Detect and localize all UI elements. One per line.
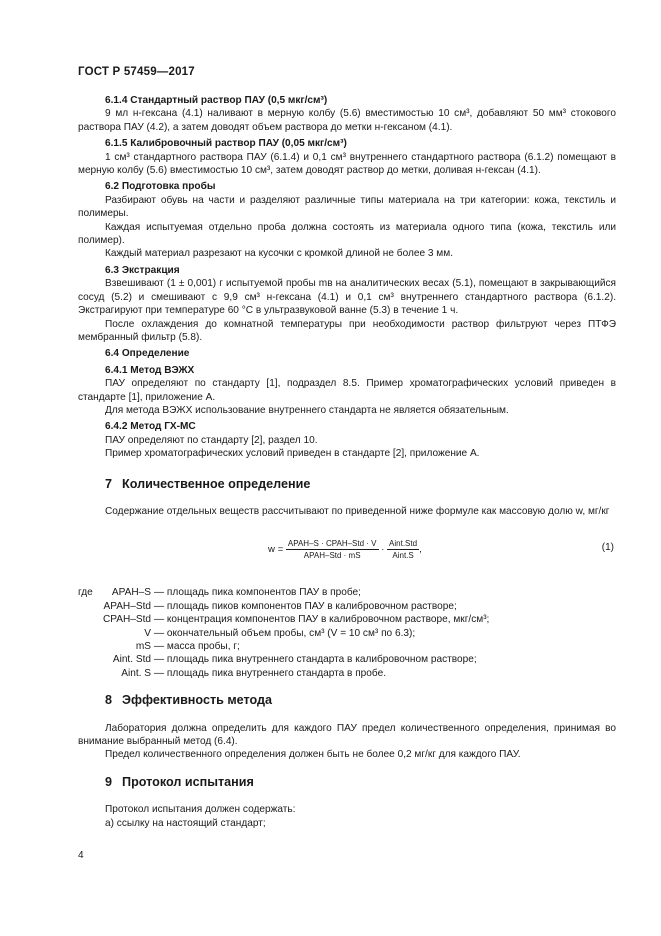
legend-row bbox=[78, 640, 616, 653]
page-number: 4 bbox=[78, 850, 84, 861]
section-7-heading bbox=[78, 478, 616, 491]
legend-row bbox=[78, 667, 616, 680]
paragraph-6-1-5: 1 см³ стандартного раствора ПАУ (6.1.4) и 0,1 см³ внутреннего стандартного раствора (6.1.2) помещают в мерную колбу (5.6) вместимостью 10 см³, затем доводят раствор до метки, доливая н-гексан (4.1). bbox=[78, 151, 616, 177]
section-7-title: Количественное определение bbox=[122, 476, 311, 491]
section-8-heading bbox=[78, 694, 616, 707]
section-7-number: 7 bbox=[105, 476, 113, 491]
paragraph-6-4-1-a: ПАУ определяют по стандарту [1], подраздел 8.5. Пример хроматографических условий приведен в стандарте [1], приложение А. bbox=[78, 378, 616, 403]
legend-description: — площадь пика внутреннего стандарта в калибровочном растворе; bbox=[154, 654, 477, 666]
legend-symbol: mS bbox=[135, 640, 151, 652]
formula-numerator-1: APAH–S · CPAH–Std · V bbox=[287, 539, 377, 549]
formula-tail: , bbox=[419, 544, 422, 556]
formula-numerator-2: Aint.Std bbox=[389, 539, 418, 549]
paragraph-6-2-1: Разбирают обувь на части и разделяют различные типы материала на три категории: кожа, текстиль и полимеры. bbox=[78, 194, 616, 220]
list-item-9-a: а) ссылку на настоящий стандарт; bbox=[105, 817, 266, 829]
paragraph-6-2-2: Каждая испытуемая отдельно проба должна состоять из материала одного типа (кожа, текстиль или полимер). bbox=[78, 221, 616, 247]
paragraph-9-1: Протокол испытания должен содержать: bbox=[105, 804, 296, 816]
legend-symbol: APAH–Std bbox=[103, 600, 151, 612]
legend-description: — площадь пиков компонентов ПАУ в калибровочном растворе; bbox=[154, 600, 457, 612]
formula-denominator-2: Aint.S bbox=[392, 551, 414, 561]
formula-fraction-2 bbox=[387, 538, 419, 561]
formula-1 bbox=[78, 532, 616, 574]
legend-row bbox=[78, 653, 616, 666]
legend-symbol: CPAH–Std bbox=[102, 614, 151, 626]
heading-6-1-4: 6.1.4 Стандартный раствор ПАУ (0,5 мкг/см³) bbox=[105, 95, 328, 106]
heading-6-4-2: 6.4.2 Метод ГХ-МС bbox=[105, 421, 196, 433]
legend-description: — масса пробы, г; bbox=[154, 640, 240, 652]
section-8-title: Эффективность метода bbox=[122, 693, 273, 708]
section-8-number: 8 bbox=[105, 693, 113, 708]
formula-legend bbox=[78, 586, 616, 680]
legend-symbol: V bbox=[144, 627, 151, 639]
paragraph-6-3-1: Взвешивают (1 ± 0,001) г испытуемой пробы mв на аналитических весах (5.1), помещают в закрывающийся сосуд (5.2) и смешивают с 9,9 см³ н-гексана (4.1) и 0,1 см³ внутреннего стандартного раствора (6.1.2). Экстрагируют при температуре 60 °С в ультразвуковой ванне (5.3) в течение 1 ч. bbox=[78, 278, 616, 317]
formula-fraction-1 bbox=[286, 538, 379, 561]
paragraph-6-3-2: После охлаждения до комнатной температуры при необходимости раствор фильтруют через ПТФЭ мембранный фильтр (5.8). bbox=[78, 318, 616, 343]
legend-row bbox=[78, 613, 616, 626]
legend-description: — площадь пика внутреннего стандарта в пробе. bbox=[154, 667, 386, 679]
formula-lhs: w = bbox=[268, 544, 284, 556]
paragraph-6-4-2-a: ПАУ определяют по стандарту [2], раздел 10. bbox=[105, 434, 318, 446]
legend-description: — площадь пика компонентов ПАУ в пробе; bbox=[154, 587, 361, 599]
legend-symbol: Aint. Std bbox=[112, 654, 151, 666]
formula-denominator-1: APAH–Std · mS bbox=[303, 551, 361, 561]
legend-row bbox=[78, 600, 616, 613]
section-9-heading bbox=[78, 776, 616, 789]
formula-number: (1) bbox=[601, 542, 614, 554]
heading-6-4-1: 6.4.1 Метод ВЭЖХ bbox=[105, 364, 195, 376]
legend-symbol: APAH–S bbox=[111, 587, 151, 599]
paragraph-6-4-2-b: Пример хроматографических условий приведен в стандарте [2], приложение А. bbox=[105, 448, 480, 460]
section-9-title: Протокол испытания bbox=[122, 774, 254, 789]
paragraph-6-4-1-b: Для метода ВЭЖХ использование внутреннего стандарта не является обязательным. bbox=[105, 404, 509, 416]
heading-6-2: 6.2 Подготовка пробы bbox=[105, 181, 216, 193]
paragraph-8-1: Лаборатория должна определить для каждого ПАУ предел количественного определения, принимая во внимание выбранный метод (6.4). bbox=[78, 722, 616, 747]
paragraph-6-2-3: Каждый материал разрезают на кусочки с кромкой длиной не более 3 мм. bbox=[105, 248, 453, 260]
legend-row bbox=[78, 586, 616, 599]
where-word: где bbox=[78, 587, 93, 599]
heading-6-3: 6.3 Экстракция bbox=[105, 264, 180, 276]
paragraph-7: Содержание отдельных веществ рассчитывают по приведенной ниже формуле как массовую долю w, мг/кг bbox=[105, 505, 610, 517]
heading-6-1-5: 6.1.5 Калибровочный раствор ПАУ (0,05 мкг/см³) bbox=[105, 138, 347, 150]
page-content bbox=[78, 94, 616, 830]
legend-description: — концентрация компонентов ПАУ в калибровочном растворе, мкг/см³; bbox=[154, 614, 490, 626]
formula-multiply: · bbox=[381, 544, 385, 556]
section-9-number: 9 bbox=[105, 774, 113, 789]
paragraph-8-2: Предел количественного определения должен быть не более 0,2 мг/кг для каждого ПАУ. bbox=[105, 749, 521, 761]
standard-header: ГОСТ Р 57459—2017 bbox=[78, 66, 195, 78]
legend-description: — окончательный объем пробы, см³ (V = 10 см³ по 6.3); bbox=[154, 627, 416, 639]
legend-row bbox=[78, 627, 616, 640]
heading-6-4: 6.4 Определение bbox=[105, 348, 190, 360]
paragraph-6-1-4: 9 мл н-гексана (4.1) наливают в мерную колбу (5.6) вместимостью 10 см³, добавляют 50 мм³ стокового раствора ПАУ (4.2), а затем доводят объем раствора до метки н-гексаном (4.1). bbox=[78, 108, 616, 133]
legend-symbol: Aint. S bbox=[121, 667, 151, 679]
